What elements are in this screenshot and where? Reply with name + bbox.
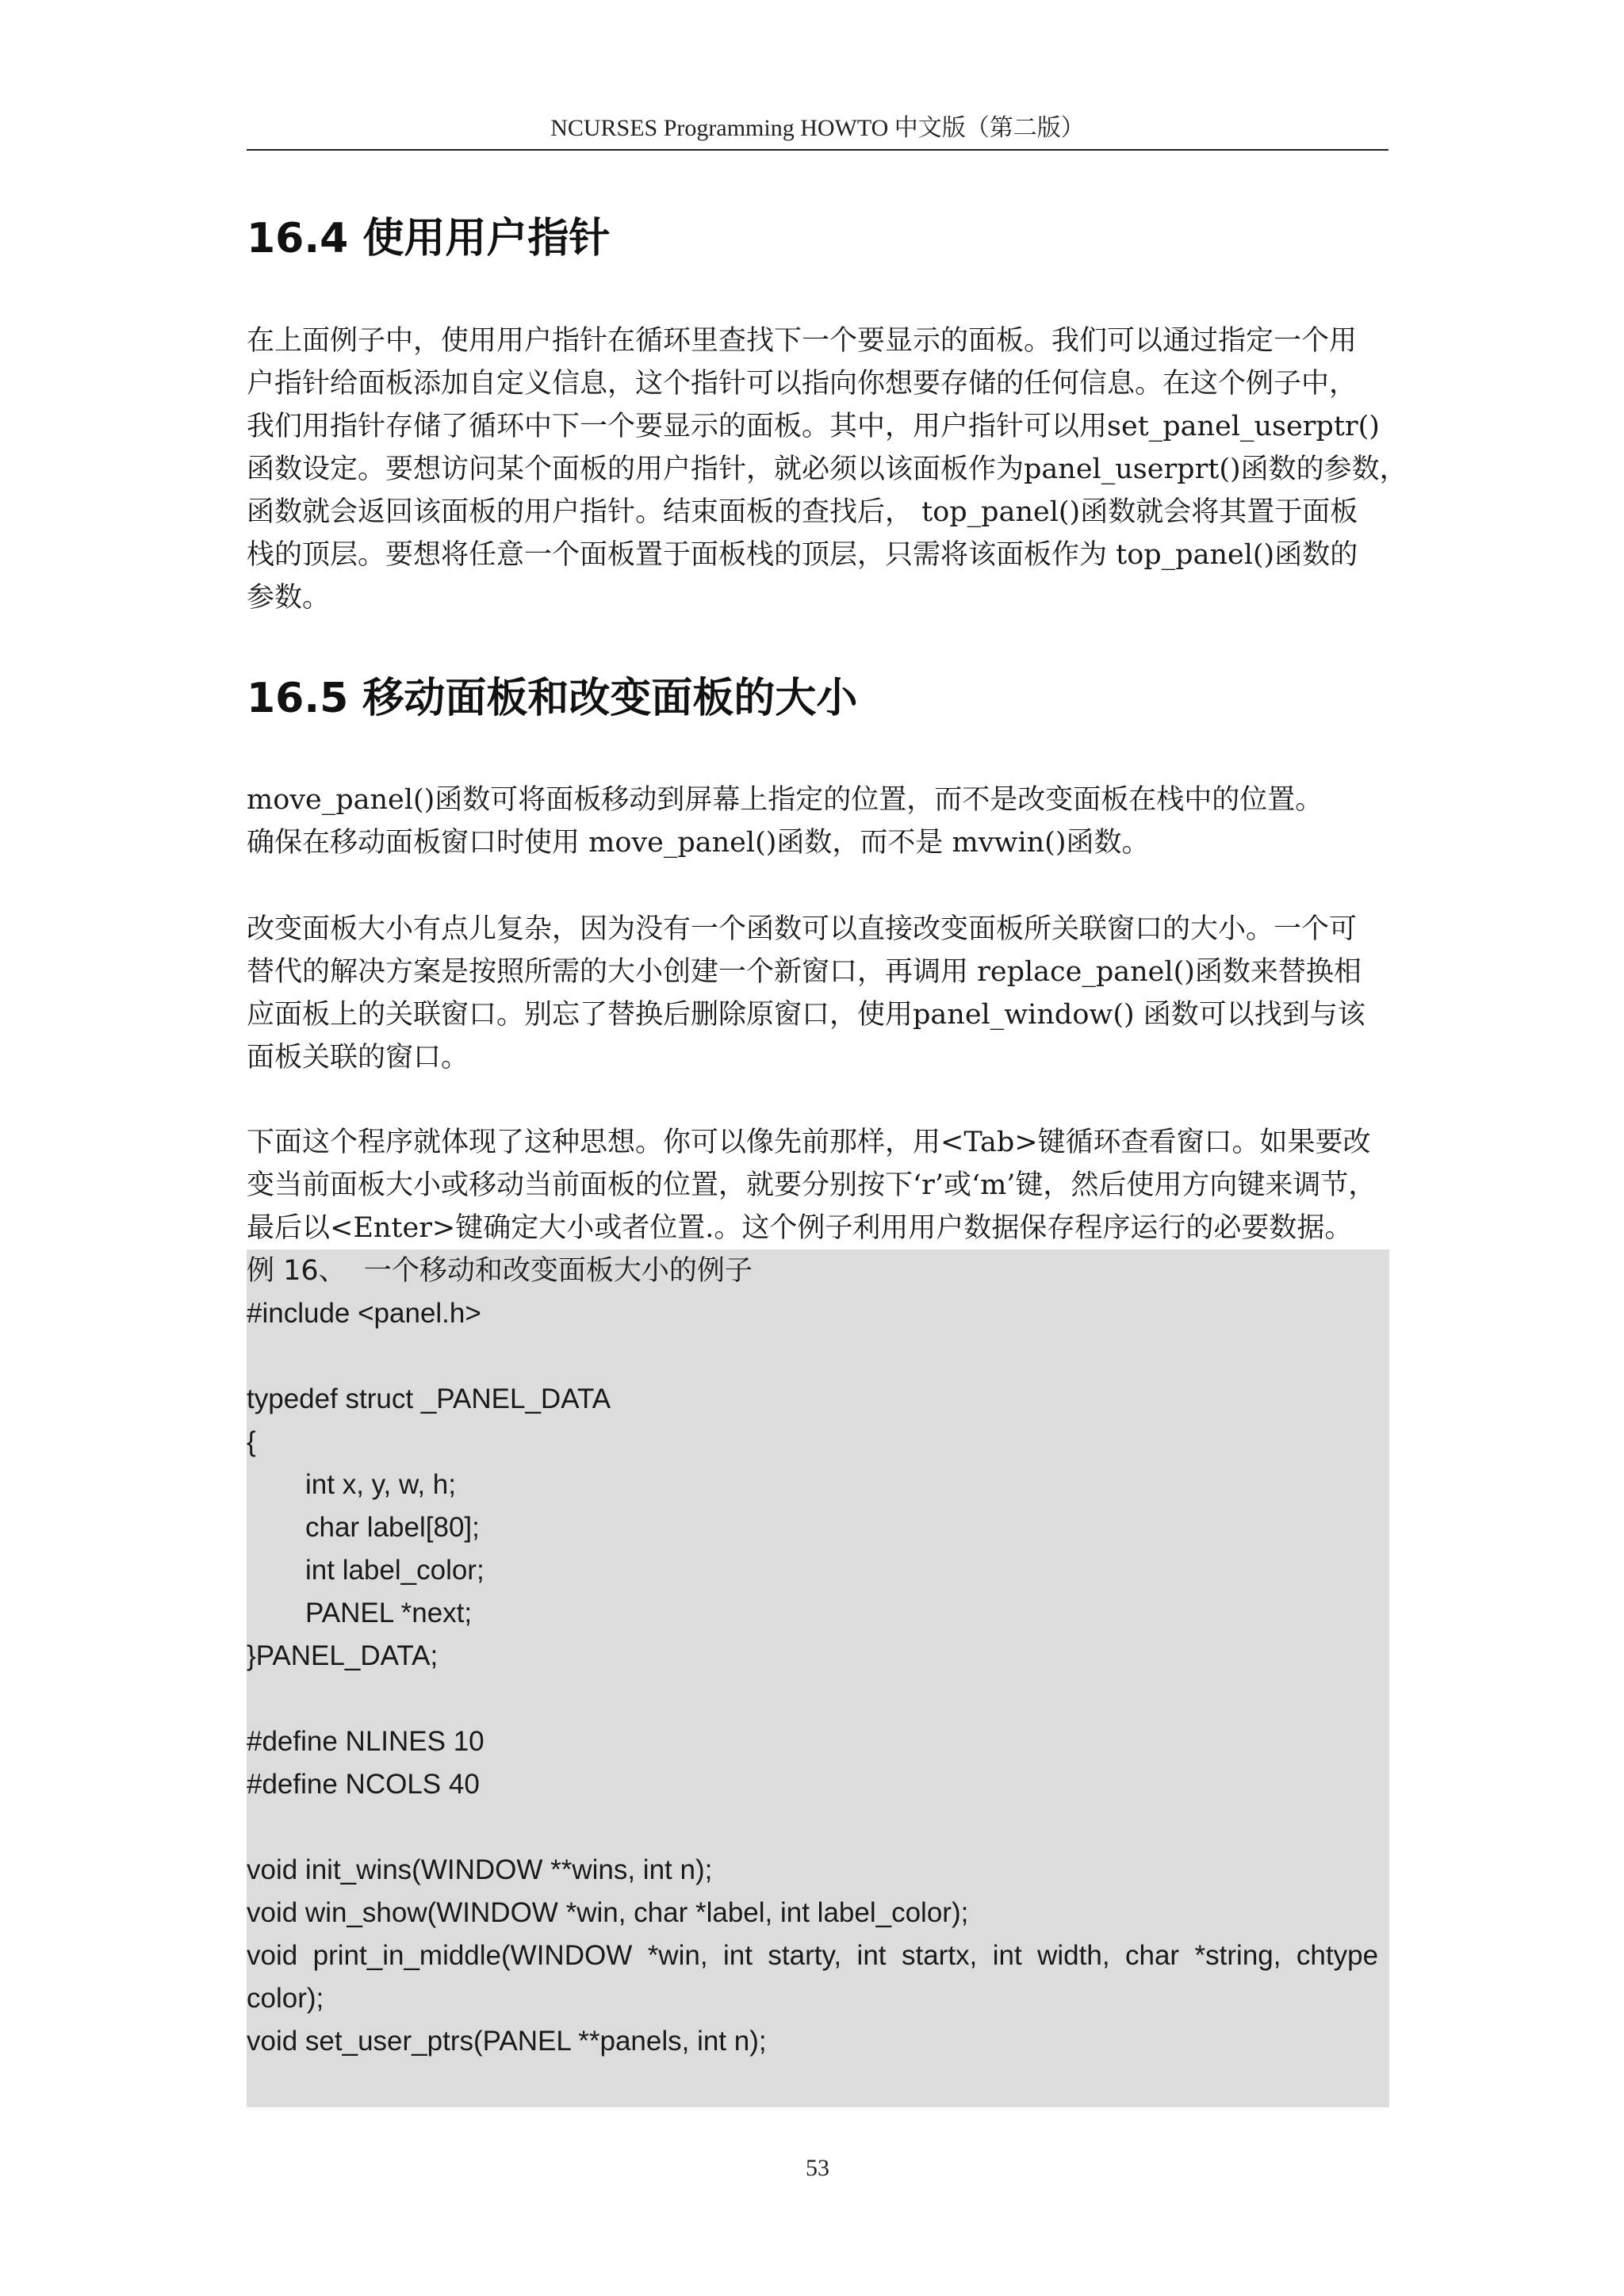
paragraph-line: 确保在移动面板窗口时使用 move_panel()函数，而不是 mvwin()函数。 <box>247 827 1150 859</box>
paragraph-line: 参数。 <box>247 582 331 614</box>
code-line: void print_in_middle(WINDOW *win, int starty, int startx, int width, char *string, chtype <box>247 1940 1379 1971</box>
running-header: NCURSES Programming HOWTO 中文版（第二版） <box>550 115 1085 141</box>
code-line: void set_user_ptrs(PANEL **panels, int n); <box>247 2026 767 2057</box>
code-line: { <box>247 1426 256 1457</box>
paragraph-line: 户指针给面板添加自定义信息，这个指针可以指向你想要存储的任何信息。在这个例子中， <box>247 368 1358 400</box>
paragraph-line: 函数设定。要想访问某个面板的用户指针，就必须以该面板作为panel_userprt()函数的参数， <box>247 453 1408 485</box>
paragraph-line: 面板关联的窗口。 <box>247 1042 469 1073</box>
code-line: int label_color; <box>305 1555 485 1586</box>
paragraph-line: 函数就会返回该面板的用户指针。结束面板的查找后， top_panel()函数就会将其置于面板 <box>247 496 1358 528</box>
code-line: int x, y, w, h; <box>305 1469 456 1500</box>
paragraph-resize-panel <box>247 908 1388 1079</box>
paragraph-line: 最后以<Enter>键确定大小或者位置.。这个例子利用用户数据保存程序运行的必要数据。 <box>247 1212 1353 1244</box>
code-line: void init_wins(WINDOW **wins, int n); <box>247 1854 713 1885</box>
paragraph-line: move_panel()函数可将面板移动到屏幕上指定的位置，而不是改变面板在栈中的位置。 <box>247 784 1323 816</box>
page-number: 53 <box>806 2155 829 2181</box>
code-example-title: 例 16、 一个移动和改变面板大小的例子 <box>247 1255 753 1287</box>
paragraph-line: 替代的解决方案是按照所需的大小创建一个新窗口，再调用 replace_panel()函数来替换相 <box>247 956 1362 988</box>
paragraph-line: 变当前面板大小或移动当前面板的位置，就要分别按下‘r’或‘m’键，然后使用方向键来调节， <box>247 1169 1377 1201</box>
paragraph-line: 栈的顶层。要想将任意一个面板置于面板栈的顶层，只需将该面板作为 top_panel()函数的 <box>247 539 1358 571</box>
code-line: #define NCOLS 40 <box>247 1769 480 1800</box>
header-rule <box>247 149 1388 151</box>
section-heading-16-4: 16.4 使用用户指针 <box>247 215 611 262</box>
paragraph-line: 我们用指针存储了循环中下一个要显示的面板。其中，用户指针可以用set_panel_userptr() <box>247 411 1380 442</box>
code-line: typedef struct _PANEL_DATA <box>247 1383 611 1414</box>
code-line: PANEL *next; <box>305 1598 473 1628</box>
code-line: }PANEL_DATA; <box>247 1640 439 1671</box>
paragraph-line: 应面板上的关联窗口。别忘了替换后删除原窗口，使用panel_window() 函数可以找到与该 <box>247 999 1365 1031</box>
paragraph-line: 下面这个程序就体现了这种思想。你可以像先前那样，用<Tab>键循环查看窗口。如果要改 <box>247 1127 1371 1158</box>
paragraph-program-intro <box>247 1121 1388 1249</box>
code-line: #include <panel.h> <box>247 1298 481 1329</box>
paragraph-move-panel <box>247 779 1388 864</box>
paragraph-user-pointer <box>247 320 1408 619</box>
code-line: #define NLINES 10 <box>247 1726 485 1757</box>
section-heading-16-5: 16.5 移动面板和改变面板的大小 <box>247 675 858 722</box>
code-line: color); <box>247 1983 324 2014</box>
paragraph-line: 改变面板大小有点儿复杂，因为没有一个函数可以直接改变面板所关联窗口的大小。一个可 <box>247 913 1358 945</box>
code-line: void win_show(WINDOW *win, char *label, int label_color); <box>247 1897 969 1928</box>
code-line: char label[80]; <box>305 1512 480 1543</box>
paragraph-line: 在上面例子中，使用用户指针在循环里查找下一个要显示的面板。我们可以通过指定一个用 <box>247 325 1358 357</box>
